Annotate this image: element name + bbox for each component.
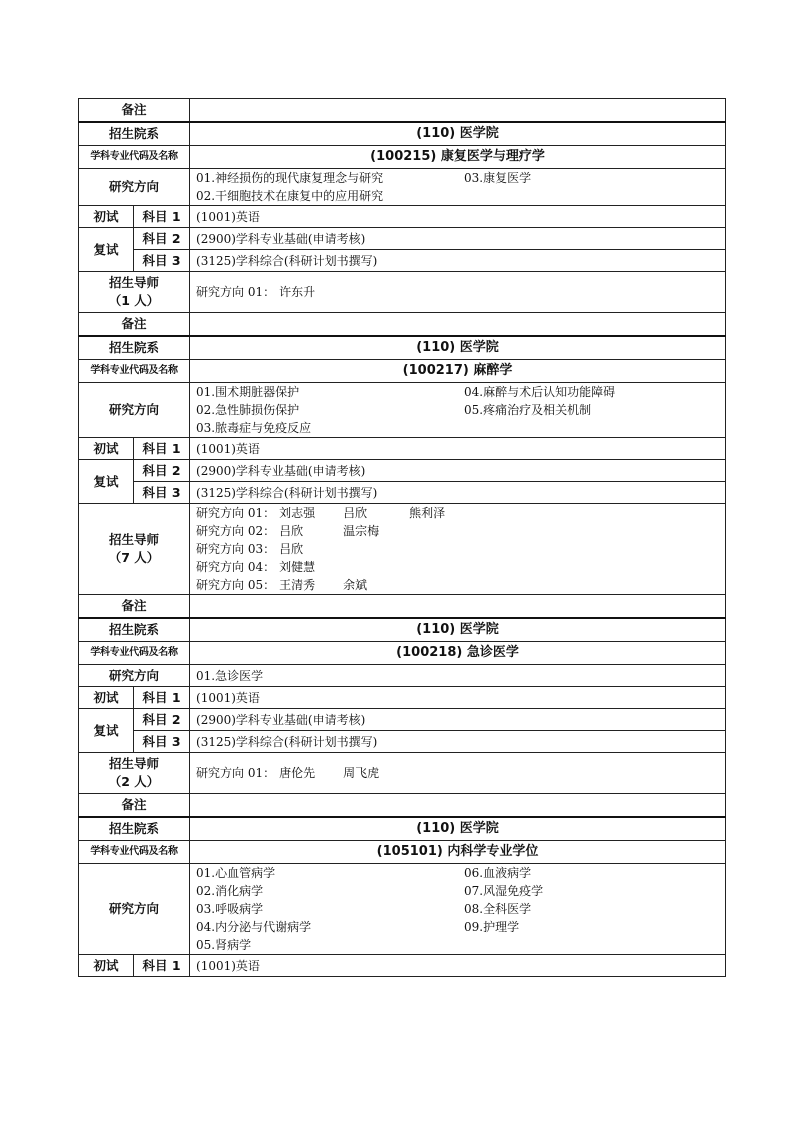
mentor-row: [196, 540, 719, 558]
major-value: (100218) 急诊医学: [190, 642, 726, 665]
subject1-value: (1001)英语: [190, 206, 726, 228]
retest-label: 复试: [79, 460, 134, 504]
direction-column-right: [464, 864, 719, 954]
remark-value: [190, 794, 726, 818]
subject2-value: (2900)学科专业基础(申请考核): [190, 228, 726, 250]
mentor-row: [196, 522, 719, 540]
mentor-direction: 研究方向 01：: [196, 766, 276, 780]
direction-item: 02.急性肺损伤保护: [196, 403, 300, 417]
remark-value: [190, 595, 726, 619]
major-label: 学科专业代码及名称: [79, 841, 190, 864]
mentor-name: 吕欣: [279, 524, 304, 538]
mentor-row: [196, 558, 719, 576]
subject1-label: 科目 1: [134, 955, 190, 977]
school-label: 招生院系: [79, 618, 190, 642]
mentor-label-text: 招生导师: [109, 532, 160, 547]
mentor-name: 熊利泽: [409, 506, 446, 520]
direction-item: 01.围术期脏器保护: [196, 385, 300, 399]
direction-item: 01.心血管病学: [196, 866, 276, 880]
subject1-value: (1001)英语: [190, 438, 726, 460]
mentor-label: [79, 504, 190, 595]
major-value: (105101) 内科学专业学位: [190, 841, 726, 864]
remark-label: 备注: [79, 313, 190, 337]
mentor-direction: 研究方向 03：: [196, 542, 276, 556]
subject2-label: 科目 2: [134, 460, 190, 482]
subject1-label: 科目 1: [134, 687, 190, 709]
direction-item: 09.护理学: [464, 920, 520, 934]
subject1-label: 科目 1: [134, 206, 190, 228]
school-label: 招生院系: [79, 817, 190, 841]
remark-label: 备注: [79, 794, 190, 818]
direction-column-left: [196, 864, 464, 954]
subject2-value: (2900)学科专业基础(申请考核): [190, 709, 726, 731]
direction-item: 01.神经损伤的现代康复理念与研究: [196, 171, 384, 185]
mentor-row: [196, 764, 719, 782]
major-value: (100215) 康复医学与理疗学: [190, 146, 726, 169]
mentor-list: [190, 504, 726, 595]
mentor-name: 刘健慧: [279, 560, 316, 574]
school-value: (110) 医学院: [190, 122, 726, 146]
direction-item: 03.脓毒症与免疫反应: [196, 421, 312, 435]
subject3-label: 科目 3: [134, 482, 190, 504]
mentor-label-text: 招生导师: [109, 756, 160, 771]
mentor-direction: 研究方向 05：: [196, 578, 276, 592]
subject3-label: 科目 3: [134, 731, 190, 753]
mentor-row: [196, 576, 719, 594]
major-label: 学科专业代码及名称: [79, 146, 190, 169]
subject2-label: 科目 2: [134, 228, 190, 250]
admission-catalog-page: [78, 98, 725, 977]
mentor-row: [196, 283, 719, 301]
prelim-label: 初试: [79, 955, 134, 977]
major-label: 学科专业代码及名称: [79, 360, 190, 383]
direction-list: [190, 864, 726, 955]
direction-item: 02.干细胞技术在康复中的应用研究: [196, 189, 384, 203]
direction-item: 02.消化病学: [196, 884, 264, 898]
remark-value: [190, 313, 726, 337]
mentor-name: 余斌: [343, 578, 368, 592]
direction-item: 04.内分泌与代谢病学: [196, 920, 312, 934]
retest-label: 复试: [79, 228, 134, 272]
school-value: (110) 医学院: [190, 817, 726, 841]
subject3-value: (3125)学科综合(科研计划书撰写): [190, 250, 726, 272]
mentor-name: 吕欣: [343, 506, 368, 520]
major-label: 学科专业代码及名称: [79, 642, 190, 665]
mentor-name: 许东升: [279, 285, 316, 299]
direction-label: 研究方向: [79, 383, 190, 438]
prelim-label: 初试: [79, 206, 134, 228]
school-label: 招生院系: [79, 336, 190, 360]
prelim-label: 初试: [79, 438, 134, 460]
direction-label: 研究方向: [79, 665, 190, 687]
mentor-name: 刘志强: [279, 506, 316, 520]
subject3-value: (3125)学科综合(科研计划书撰写): [190, 482, 726, 504]
direction-column-left: [196, 169, 464, 205]
mentor-name: 吕欣: [279, 542, 304, 556]
direction-column-right: [464, 169, 719, 205]
mentor-label: [79, 272, 190, 313]
mentor-count: （2 人）: [108, 774, 160, 789]
direction-label: 研究方向: [79, 864, 190, 955]
subject1-label: 科目 1: [134, 438, 190, 460]
direction-item: 08.全科医学: [464, 902, 532, 916]
school-value: (110) 医学院: [190, 336, 726, 360]
direction-item: 07.风湿免疫学: [464, 884, 544, 898]
school-label: 招生院系: [79, 122, 190, 146]
direction-item: 04.麻醉与术后认知功能障碍: [464, 385, 616, 399]
mentor-direction: 研究方向 01：: [196, 285, 276, 299]
mentor-name: 周飞虎: [343, 766, 380, 780]
catalog-table: [78, 98, 726, 977]
direction-list: [190, 169, 726, 206]
direction-item: 05.肾病学: [196, 938, 252, 952]
mentor-name: 王清秀: [279, 578, 316, 592]
mentor-list: [190, 272, 726, 313]
subject2-value: (2900)学科专业基础(申请考核): [190, 460, 726, 482]
remark-label: 备注: [79, 99, 190, 123]
mentor-row: [196, 504, 719, 522]
mentor-list: [190, 753, 726, 794]
direction-list: [190, 665, 726, 687]
direction-item: 05.疼痛治疗及相关机制: [464, 403, 592, 417]
subject3-label: 科目 3: [134, 250, 190, 272]
subject1-value: (1001)英语: [190, 687, 726, 709]
mentor-count: （1 人）: [108, 293, 160, 308]
direction-column-left: [196, 383, 464, 437]
subject3-value: (3125)学科综合(科研计划书撰写): [190, 731, 726, 753]
major-value: (100217) 麻醉学: [190, 360, 726, 383]
direction-label: 研究方向: [79, 169, 190, 206]
mentor-label-text: 招生导师: [109, 275, 160, 290]
mentor-direction: 研究方向 04：: [196, 560, 276, 574]
mentor-direction: 研究方向 01：: [196, 506, 276, 520]
mentor-name: 温宗梅: [343, 524, 380, 538]
direction-item: 06.血液病学: [464, 866, 532, 880]
direction-item: 01.急诊医学: [196, 668, 264, 683]
direction-item: 03.康复医学: [464, 171, 532, 185]
retest-label: 复试: [79, 709, 134, 753]
direction-list: [190, 383, 726, 438]
subject2-label: 科目 2: [134, 709, 190, 731]
mentor-direction: 研究方向 02：: [196, 524, 276, 538]
mentor-name: 唐伦先: [279, 766, 316, 780]
mentor-count: （7 人）: [108, 550, 160, 565]
school-value: (110) 医学院: [190, 618, 726, 642]
remark-value: [190, 99, 726, 123]
subject1-value: (1001)英语: [190, 955, 726, 977]
mentor-label: [79, 753, 190, 794]
prelim-label: 初试: [79, 687, 134, 709]
remark-label: 备注: [79, 595, 190, 619]
direction-column-right: [464, 383, 719, 437]
direction-item: 03.呼吸病学: [196, 902, 264, 916]
